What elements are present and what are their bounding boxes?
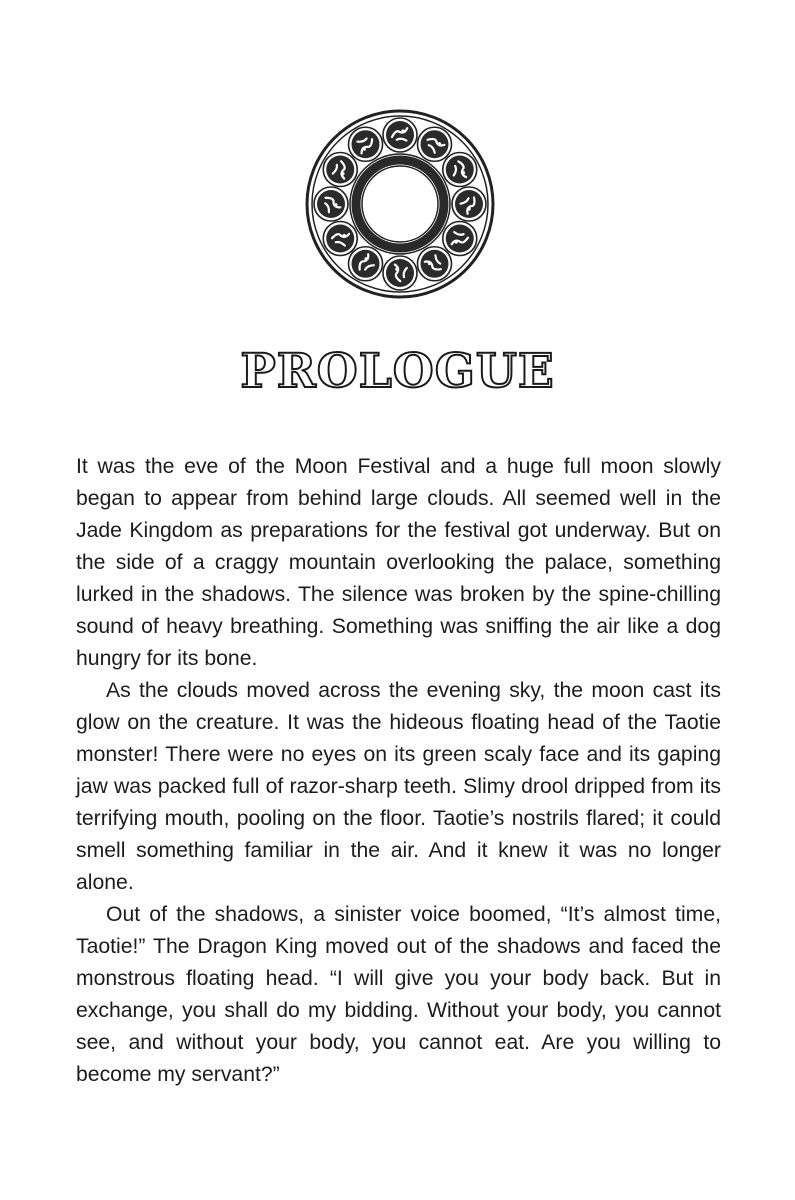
- zodiac-wheel-icon: [304, 108, 496, 300]
- zodiac-animal-icon: [323, 153, 357, 187]
- chapter-title: PROLOGUE: [240, 344, 555, 399]
- zodiac-animal-icon: [418, 247, 452, 281]
- zodiac-animal-icon: [349, 127, 383, 161]
- zodiac-animal-icon: [443, 222, 477, 256]
- story-text: [76, 451, 721, 1091]
- zodiac-animal-icon: [383, 256, 417, 290]
- zodiac-animal-icon: [383, 118, 417, 152]
- zodiac-animal-icon: [349, 247, 383, 281]
- zodiac-animal-icon: [452, 187, 486, 221]
- zodiac-animal-icon: [323, 222, 357, 256]
- zodiac-animal-icon: [314, 187, 348, 221]
- paragraph: It was the eve of the Moon Festival and a huge full moon slowly began to appear from behind large clouds. All seemed well in the Jade Kingdom as preparations for the festival got underway. But on the side of a craggy mountain overlooking the palace, something lurked in the shadows. The silence was broken by the spine-chilling sound of heavy breathing. Something was sniffing the air like a dog hungry for its bone.: [76, 455, 721, 670]
- paragraph: Out of the shadows, a sinister voice boomed, “It’s almost time, Taotie!” The Dragon King moved out of the shadows and faced the monstrous floating head. “I will give you your body back. But in exchange, you shall do my bidding. Without your body, you cannot see, and without your body, you cannot eat. Are you willing to become my servant?”: [76, 903, 721, 1086]
- zodiac-animal-icon: [443, 153, 477, 187]
- paragraph: As the clouds moved across the evening sky, the moon cast its glow on the creature. It was the hideous floating head of the Taotie monster! There were no eyes on its green scaly face and its gaping jaw was packed full of razor-sharp teeth. Slimy drool dripped from its terrifying mouth, pooling on the floor. Taotie’s nostrils flared; it could smell something familiar in the air. And it knew it was no longer alone.: [76, 679, 721, 894]
- zodiac-animal-icon: [418, 127, 452, 161]
